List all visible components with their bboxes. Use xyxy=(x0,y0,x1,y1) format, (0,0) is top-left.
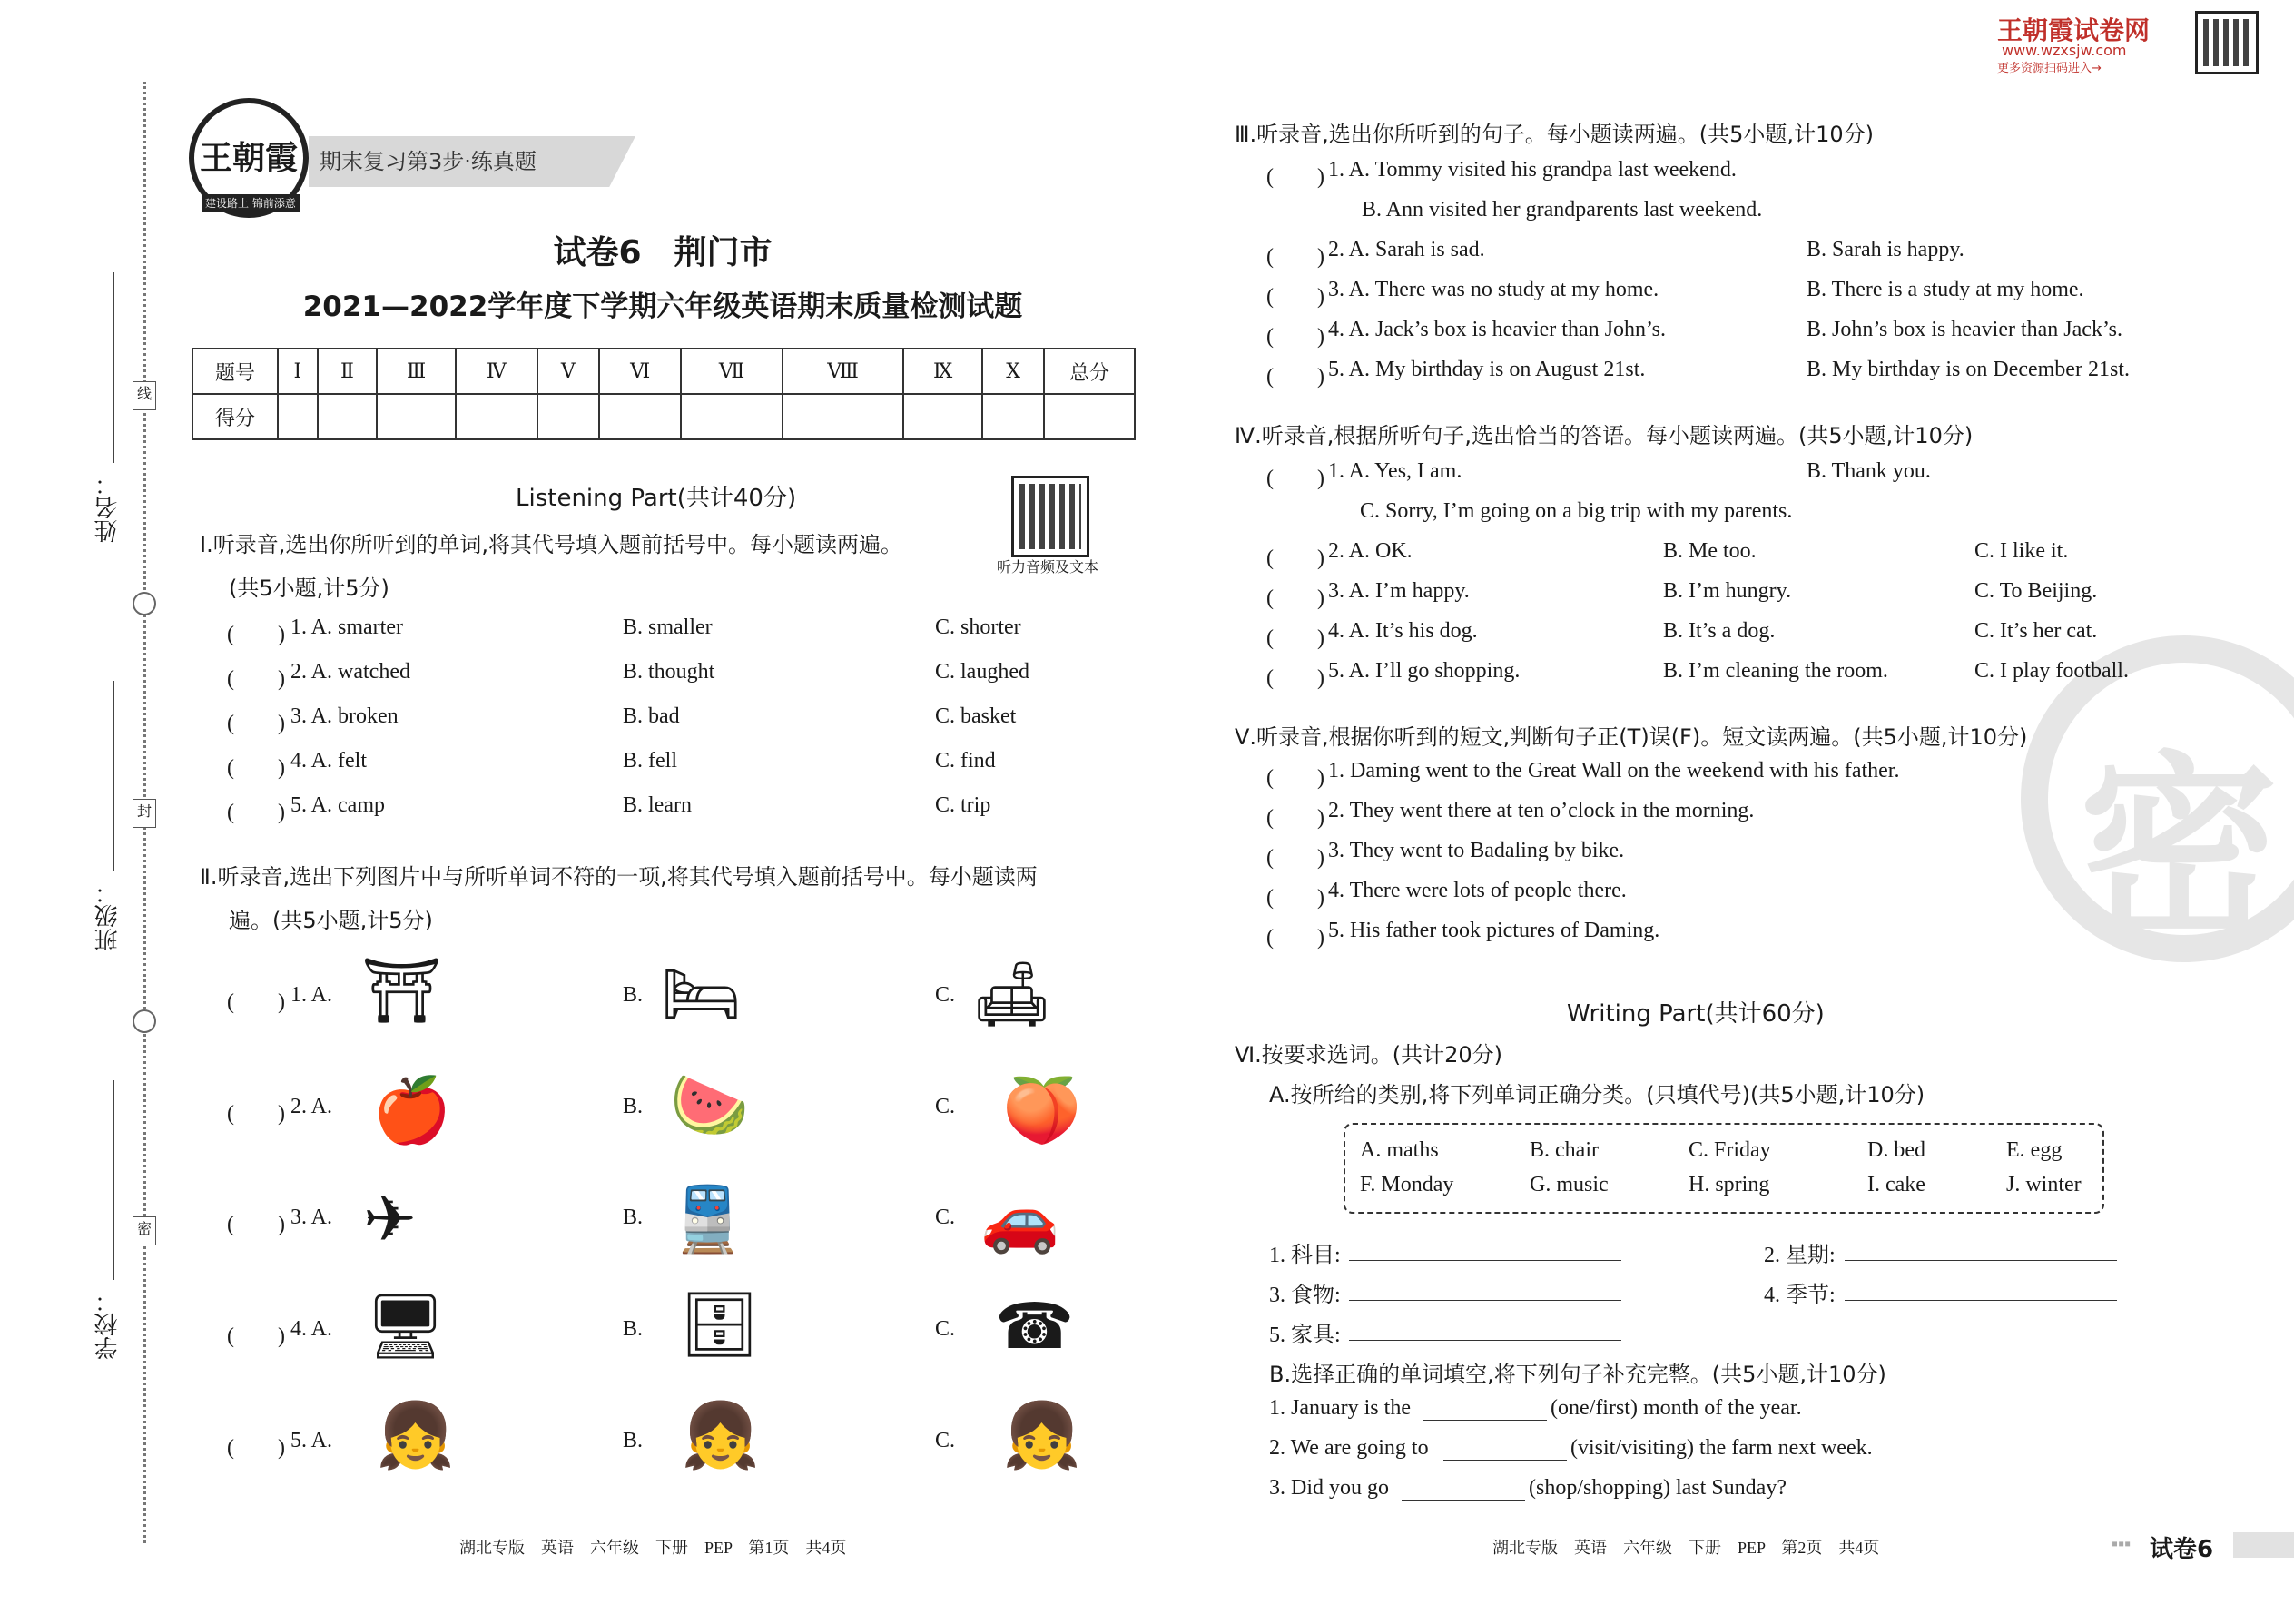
s1-q1-a: 1. A. smarter xyxy=(290,615,403,639)
s4-q1-b: B. Thank you. xyxy=(1807,459,1931,483)
score-table-cell: Ⅴ xyxy=(537,349,600,394)
word-bank-box xyxy=(1344,1123,2104,1214)
s4-q5-c: C. I play football. xyxy=(1974,659,2129,683)
answer-bracket[interactable]: ( ) xyxy=(227,1102,285,1126)
section-6-part-b: B.选择正确的单词填空,将下列句子补充完整。(共5小题,计10分) xyxy=(1269,1362,1886,1387)
score-input-cell[interactable] xyxy=(278,394,318,439)
s2-q5-c: C. xyxy=(935,1429,956,1452)
exam-title: 试卷6 荆门市 xyxy=(553,234,773,271)
s1-q1-b: B. smaller xyxy=(623,615,713,639)
s1-q3-a: 3. A. broken xyxy=(290,704,399,728)
category-answer-line[interactable] xyxy=(1349,1300,1621,1301)
peach-icon: 🍑 xyxy=(1002,1077,1082,1147)
word-bank-item: E. egg xyxy=(2006,1138,2063,1162)
s1-q5-c: C. trip xyxy=(935,793,991,817)
s1-q2-b: B. thought xyxy=(623,660,715,684)
fill-blank[interactable] xyxy=(1443,1460,1567,1461)
section-6-part-a: A.按所给的类别,将下列单词正确分类。(只填代号)(共5小题,计10分) xyxy=(1269,1082,1925,1107)
word-bank-item: J. winter xyxy=(2006,1173,2082,1196)
score-table-header-row xyxy=(192,349,1135,394)
s4-q1-a: 1. A. Yes, I am. xyxy=(1328,459,1462,483)
computer-icon: 🖥 xyxy=(365,1293,446,1363)
category-answer-line[interactable] xyxy=(1349,1340,1621,1341)
answer-bracket[interactable]: ( ) xyxy=(1266,285,1324,309)
answer-bracket[interactable]: ( ) xyxy=(1266,846,1324,870)
s2-q3-c: C. xyxy=(935,1206,956,1229)
secret-stamp: 密 xyxy=(2079,734,2279,967)
s1-q5-a: 5. A. camp xyxy=(290,793,385,817)
s5-q3: 3. They went to Badaling by bike. xyxy=(1328,839,1625,862)
answer-bracket[interactable]: ( ) xyxy=(1266,467,1324,490)
category-label: 5. 家具: xyxy=(1269,1324,1341,1347)
girl-face-icon: 👧 xyxy=(376,1402,456,1471)
fill-q1-start: 1. January is the xyxy=(1269,1396,1411,1420)
section-4-heading: Ⅳ.听录音,根据所听句子,选出恰当的答语。每小题读两遍。(共5小题,计10分) xyxy=(1235,423,1974,448)
score-table-cell: Ⅳ xyxy=(456,349,537,394)
s3-q3-b: B. There is a study at my home. xyxy=(1807,278,2084,301)
fill-q2-start: 2. We are going to xyxy=(1269,1436,1429,1460)
fridge-icon: 🗄 xyxy=(679,1291,760,1361)
s1-q3-c: C. basket xyxy=(935,704,1017,728)
fill-q3-end: (shop/shopping) last Sunday? xyxy=(1529,1476,1787,1500)
writing-part-title: Writing Part(共计60分) xyxy=(1567,1000,1825,1028)
s2-q4-c: C. xyxy=(935,1317,956,1341)
fill-q2-end: (visit/visiting) the farm next week. xyxy=(1570,1436,1873,1460)
footer-right: 湖北专版 英语 六年级 下册 PEP 第2页 共4页 xyxy=(1492,1539,1880,1557)
section-6-heading: Ⅵ.按要求选词。(共计20分) xyxy=(1235,1042,1503,1068)
table-icon: ⛩ xyxy=(361,957,442,1027)
answer-bracket[interactable]: ( ) xyxy=(1266,586,1324,610)
corner-paper-label: 试卷6 xyxy=(2150,1536,2214,1563)
s3-q1-b: B. Ann visited her grandparents last weekend. xyxy=(1362,198,1763,221)
section-5-heading: Ⅴ.听录音,根据你听到的短文,判断句子正(T)误(F)。短文读两遍。(共5小题,计10分) xyxy=(1235,724,2028,750)
score-input-cell[interactable] xyxy=(599,394,681,439)
s2-q5-b: B. xyxy=(623,1429,644,1452)
score-table-score-row xyxy=(192,394,1135,439)
answer-bracket[interactable]: ( ) xyxy=(1266,926,1324,950)
s1-q5-b: B. learn xyxy=(623,793,692,817)
score-table xyxy=(192,348,1136,440)
bed-icon: 🛏 xyxy=(661,960,742,1030)
answer-bracket[interactable]: ( ) xyxy=(227,801,285,824)
s2-q3-b: B. xyxy=(623,1206,644,1229)
binding-mark-line: 线 xyxy=(133,381,156,410)
answer-bracket[interactable]: ( ) xyxy=(227,623,285,646)
brand-name: 王朝霞试卷网 xyxy=(1997,15,2151,45)
category-label: 2. 星期: xyxy=(1764,1244,1836,1267)
s4-q5-b: B. I’m cleaning the room. xyxy=(1663,659,1888,683)
s3-q2-b: B. Sarah is happy. xyxy=(1807,238,1964,261)
brand-more: 更多资源扫码进入→ xyxy=(1997,62,2102,75)
section-2-sub: 遍。(共5小题,计5分) xyxy=(229,908,433,933)
answer-bracket[interactable]: ( ) xyxy=(227,1436,285,1460)
class-line xyxy=(113,681,114,871)
answer-bracket[interactable]: ( ) xyxy=(1266,546,1324,570)
s5-q2: 2. They went there at ten o’clock in the morning. xyxy=(1328,799,1755,822)
word-bank-item: D. bed xyxy=(1867,1138,1925,1162)
plane-icon: ✈ xyxy=(363,1186,417,1255)
s5-q5: 5. His father took pictures of Daming. xyxy=(1328,919,1660,942)
answer-bracket[interactable]: ( ) xyxy=(1266,165,1324,189)
section-1-heading: Ⅰ.听录音,选出你所听到的单词,将其代号填入题前括号中。每小题读两遍。 xyxy=(200,532,902,557)
binding-circle xyxy=(133,592,156,615)
s3-q3-a: 3. A. There was no study at my home. xyxy=(1328,278,1659,301)
qr-caption: 听力音频及文本 xyxy=(997,560,1099,576)
score-table-cell: Ⅷ xyxy=(783,349,903,394)
score-input-cell[interactable] xyxy=(903,394,982,439)
answer-bracket[interactable]: ( ) xyxy=(1266,365,1324,389)
s4-q4-b: B. It’s a dog. xyxy=(1663,619,1776,643)
s4-q3-a: 3. A. I’m happy. xyxy=(1328,579,1470,603)
fill-blank[interactable] xyxy=(1402,1500,1525,1501)
corner-bar xyxy=(2233,1532,2294,1558)
s1-q4-b: B. fell xyxy=(623,749,677,773)
answer-bracket[interactable]: ( ) xyxy=(1266,626,1324,650)
score-input-cell[interactable] xyxy=(982,394,1044,439)
answer-bracket[interactable]: ( ) xyxy=(1266,245,1324,269)
answer-bracket[interactable]: ( ) xyxy=(1266,806,1324,830)
s2-q2-c: C. xyxy=(935,1095,956,1118)
s2-q1-c: C. xyxy=(935,983,956,1007)
listening-part-title: Listening Part(共计40分) xyxy=(516,485,797,512)
category-label: 3. 食物: xyxy=(1269,1284,1341,1307)
score-input-cell[interactable] xyxy=(318,394,377,439)
score-input-cell[interactable] xyxy=(783,394,903,439)
score-input-cell[interactable] xyxy=(377,394,456,439)
section-1-sub: (共5小题,计5分) xyxy=(229,576,389,601)
section-3-heading: Ⅲ.听录音,选出你所听到的句子。每小题读两遍。(共5小题,计10分) xyxy=(1235,122,1874,147)
score-input-cell[interactable] xyxy=(1044,394,1135,439)
answer-bracket[interactable]: ( ) xyxy=(227,667,285,691)
s2-q3-a: 3. A. xyxy=(290,1206,333,1229)
s3-q4-a: 4. A. Jack’s box is heavier than John’s. xyxy=(1328,318,1666,341)
watermelon-icon: 🍉 xyxy=(670,1071,750,1141)
answer-bracket[interactable]: ( ) xyxy=(1266,886,1324,910)
answer-bracket[interactable]: ( ) xyxy=(227,712,285,735)
brand-url: www.wzxsjw.com xyxy=(2002,42,2127,59)
s3-q5-b: B. My birthday is on December 21st. xyxy=(1807,358,2130,381)
score-input-cell[interactable] xyxy=(681,394,783,439)
s1-q1-c: C. shorter xyxy=(935,615,1021,639)
word-bank-item: H. spring xyxy=(1689,1173,1770,1196)
word-bank-item: A. maths xyxy=(1360,1138,1439,1162)
score-table-cell: Ⅱ xyxy=(318,349,377,394)
s5-q4: 4. There were lots of people there. xyxy=(1328,879,1627,902)
logo-name: 王朝霞 xyxy=(199,139,298,177)
score-table-cell: 总分 xyxy=(1044,349,1135,394)
score-table-cell: Ⅲ xyxy=(377,349,456,394)
train-icon: 🚆 xyxy=(668,1186,748,1255)
binding-mark-seal: 封 xyxy=(133,799,156,828)
fill-q3-start: 3. Did you go xyxy=(1269,1476,1389,1500)
score-table-cell: Ⅸ xyxy=(903,349,982,394)
fill-blank[interactable] xyxy=(1423,1420,1547,1421)
answer-bracket[interactable]: ( ) xyxy=(227,1324,285,1348)
s3-q5-a: 5. A. My birthday is on August 21st. xyxy=(1328,358,1646,381)
s3-q2-a: 2. A. Sarah is sad. xyxy=(1328,238,1485,261)
answer-bracket[interactable]: ( ) xyxy=(1266,766,1324,790)
s4-q2-a: 2. A. OK. xyxy=(1328,539,1413,563)
class-label: 班级： xyxy=(94,881,122,951)
word-bank-item: C. Friday xyxy=(1689,1138,1771,1162)
car-icon: 🚗 xyxy=(980,1186,1060,1255)
answer-bracket[interactable]: ( ) xyxy=(227,990,285,1014)
section-2-heading: Ⅱ.听录音,选出下列图片中与所听单词不符的一项,将其代号填入题前括号中。每小题读两 xyxy=(200,864,1038,890)
girl-face-icon: 👧 xyxy=(681,1402,761,1471)
s2-q2-a: 2. A. xyxy=(290,1095,333,1118)
s5-q1: 1. Daming went to the Great Wall on the weekend with his father. xyxy=(1328,759,1900,782)
school-label: 学校： xyxy=(94,1289,122,1360)
score-table-cell: Ⅹ xyxy=(982,349,1044,394)
s4-q2-b: B. Me too. xyxy=(1663,539,1757,563)
school-line xyxy=(113,1080,114,1280)
logo-motto: 建设路上 锦前添意 xyxy=(202,194,300,212)
answer-bracket[interactable]: ( ) xyxy=(227,1213,285,1236)
name-line xyxy=(113,272,114,463)
score-table-cell: Ⅰ xyxy=(278,349,318,394)
s4-q4-c: C. It’s her cat. xyxy=(1974,619,2098,643)
girl-face-icon: 👧 xyxy=(1002,1402,1082,1471)
s1-q2-a: 2. A. watched xyxy=(290,660,410,684)
binding-mark-secret: 密 xyxy=(133,1216,156,1245)
answer-bracket[interactable]: ( ) xyxy=(227,756,285,780)
banner-text: 期末复习第3步·练真题 xyxy=(320,149,537,174)
corner-decoration: ▪▪▪ xyxy=(2112,1534,2132,1554)
s4-q4-a: 4. A. It’s his dog. xyxy=(1328,619,1478,643)
apple-icon: 🍎 xyxy=(372,1077,452,1147)
word-bank-item: F. Monday xyxy=(1360,1173,1454,1196)
exam-subtitle: 2021—2022学年度下学期六年级英语期末质量检测试题 xyxy=(302,290,1023,323)
s2-q1-b: B. xyxy=(623,983,644,1007)
s2-q2-b: B. xyxy=(623,1095,644,1118)
s1-q2-c: C. laughed xyxy=(935,660,1029,684)
s2-q4-a: 4. A. xyxy=(290,1317,333,1341)
word-bank-item: I. cake xyxy=(1867,1173,1925,1196)
category-answer-line[interactable] xyxy=(1845,1300,2117,1301)
score-table-cell: Ⅵ xyxy=(599,349,681,394)
score-table-cell: Ⅶ xyxy=(681,349,783,394)
score-table-row-label: 得分 xyxy=(192,394,278,439)
answer-bracket[interactable]: ( ) xyxy=(1266,325,1324,349)
s1-q4-a: 4. A. felt xyxy=(290,749,367,773)
category-answer-line[interactable] xyxy=(1845,1260,2117,1261)
answer-bracket[interactable]: ( ) xyxy=(1266,666,1324,690)
s3-q1-a: 1. A. Tommy visited his grandpa last weekend. xyxy=(1328,158,1737,182)
footer-left: 湖北专版 英语 六年级 下册 PEP 第1页 共4页 xyxy=(459,1539,847,1557)
sofa-icon: 🛋 xyxy=(971,960,1052,1030)
category-label: 4. 季节: xyxy=(1764,1284,1836,1307)
s4-q2-c: C. I like it. xyxy=(1974,539,2069,563)
binding-circle xyxy=(133,1009,156,1033)
score-input-cell[interactable] xyxy=(537,394,600,439)
category-label: 1. 科目: xyxy=(1269,1244,1341,1267)
phone-icon: ☎ xyxy=(995,1293,1075,1363)
s2-q4-b: B. xyxy=(623,1317,644,1341)
s4-q3-c: C. To Beijing. xyxy=(1974,579,2098,603)
fill-q1-end: (one/first) month of the year. xyxy=(1551,1396,1802,1420)
category-answer-line[interactable] xyxy=(1349,1260,1621,1261)
s1-q3-b: B. bad xyxy=(623,704,680,728)
word-bank-item: B. chair xyxy=(1530,1138,1599,1162)
name-label: 姓名： xyxy=(94,472,122,543)
s3-q4-b: B. John’s box is heavier than Jack’s. xyxy=(1807,318,2122,341)
s4-q3-b: B. I’m hungry. xyxy=(1663,579,1792,603)
score-input-cell[interactable] xyxy=(456,394,537,439)
listening-qr-code xyxy=(1011,476,1089,557)
score-table-cell: 题号 xyxy=(192,349,278,394)
s4-q1-c: C. Sorry, I’m going on a big trip with my parents. xyxy=(1360,499,1793,523)
s4-q5-a: 5. A. I’ll go shopping. xyxy=(1328,659,1521,683)
word-bank-item: G. music xyxy=(1530,1173,1609,1196)
s1-q4-c: C. find xyxy=(935,749,996,773)
brand-qr-code xyxy=(2195,11,2259,74)
s2-q1-a: 1. A. xyxy=(290,983,333,1007)
s2-q5-a: 5. A. xyxy=(290,1429,333,1452)
